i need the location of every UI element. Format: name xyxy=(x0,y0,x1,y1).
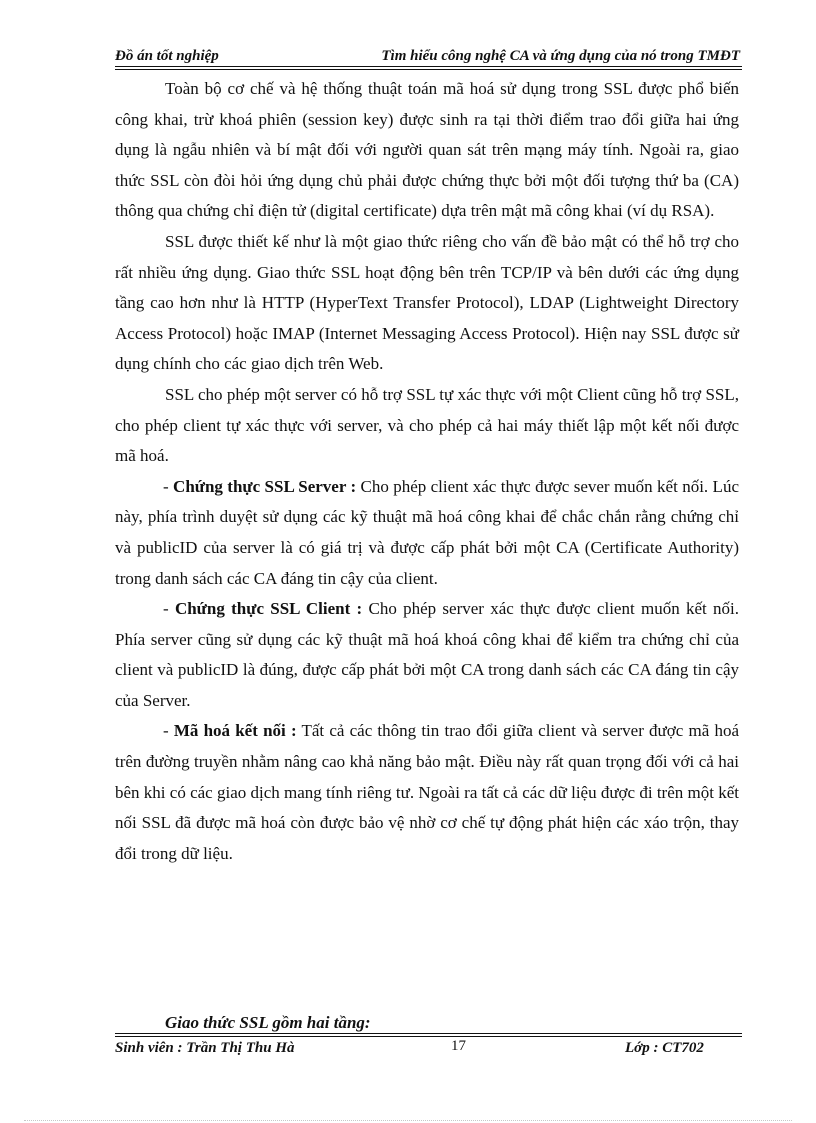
page-number: 17 xyxy=(451,1038,466,1054)
paragraph: SSL được thiết kế như là một giao thức riêng cho vấn đề bảo mật có thể hỗ trợ cho rất nhiều ứng dụng. Giao thức SSL hoạt động bên trên TCP/IP và bên dưới các ứng dụng tầng cao hơn như là HTTP (HyperText Transfer Protocol), LDAP (Lightweight Directory Access Protocol) hoặc IMAP (Internet Messaging Access Protocol). Hiện nay SSL được sử dụng chính cho các giao dịch trên Web. xyxy=(115,231,739,374)
section-heading: Giao thức SSL gồm hai tầng: xyxy=(165,1013,371,1032)
header-left: Đồ án tốt nghiệp xyxy=(115,48,219,64)
paragraph: SSL cho phép một server có hỗ trợ SSL tự xác thực với một Client cũng hỗ trợ SSL, cho phép client tự xác thực với server, và cho phép cả hai máy thiết lập một kết nối được mã hoá. xyxy=(115,384,739,466)
footer-class: Lớp : CT702 xyxy=(625,1040,704,1056)
list-item xyxy=(115,716,739,869)
body-text xyxy=(115,74,739,869)
item-prefix: - xyxy=(163,599,175,619)
header-rule xyxy=(115,66,742,67)
item-term: Chứng thực SSL Server : xyxy=(173,476,357,496)
item-prefix: - xyxy=(163,476,174,496)
footer-rule-thin xyxy=(115,1033,742,1034)
footer-rule xyxy=(115,1036,742,1037)
page-edge-divider xyxy=(24,1120,792,1121)
item-text: Cho phép server xác thực được client muốn kết nối. Phía server cũng sử dụng các kỹ thuật mã hoá khoá công khai để kiểm tra chứng chỉ của client và publicID là đúng, được cấp phát bởi một CA trong danh sách các CA đáng tin cậy của Server. xyxy=(115,599,739,710)
paragraph: Toàn bộ cơ chế và hệ thống thuật toán mã hoá sử dụng trong SSL được phổ biến công khai, trừ khoá phiên (session key) được sinh ra tại thời điểm trao đổi giữa hai ứng dụng là ngẫu nhiên và bí mật đối với người quan sát trên mạng máy tính. Ngoài ra, giao thức SSL còn đòi hỏi ứng dụng chủ phải được chứng thực bởi một đối tượng thứ ba (CA) thông qua chứng chỉ điện tử (digital certificate) dựa trên mật mã công khai (ví dụ RSA). xyxy=(115,79,739,221)
item-text: Tất cả các thông tin trao đổi giữa client và server được mã hoá trên đường truyền nhằm nâng cao khả năng bảo mật. Điều này rất quan trọng đối với cả hai bên khi có các giao dịch mang tính riêng tư. Ngoài ra tất cả các dữ liệu được đi trên một kết nối SSL đã được mã hoá còn được bảo vệ nhờ cơ chế tự động phát hiện các xáo trộn, thay đổi trong dữ liệu. xyxy=(115,721,739,863)
list-item xyxy=(115,594,739,716)
item-text: Cho phép client xác thực được sever muốn kết nối. Lúc này, phía trình duyệt sử dụng các kỹ thuật mã hoá công khai để chắc chắn rằng chứng chỉ và publicID của server là có giá trị và được cấp phát bởi một CA (Certificate Authority) trong danh sách các CA đáng tin cậy của client. xyxy=(115,476,739,588)
header-rule-thin xyxy=(115,69,742,70)
item-term: Chứng thực SSL Client : xyxy=(174,599,363,619)
running-footer xyxy=(115,1040,742,1060)
footer-student: Sinh viên : Trần Thị Thu Hà xyxy=(115,1040,295,1056)
header-right: Tìm hiểu công nghệ CA và ứng dụng của nó trong TMĐT xyxy=(381,48,740,64)
list-item xyxy=(115,472,739,594)
item-term: Mã hoá kết nối : xyxy=(173,721,297,741)
item-prefix: - xyxy=(163,721,174,741)
running-header xyxy=(115,48,740,68)
